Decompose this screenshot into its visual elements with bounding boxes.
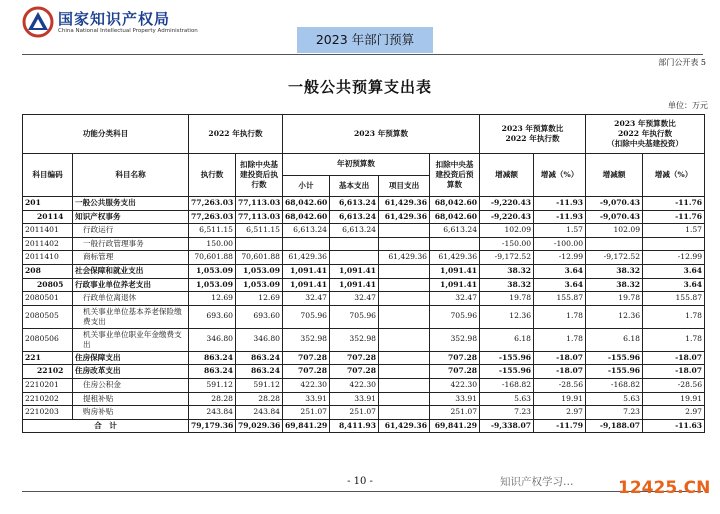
cell: -18.07 [643, 351, 705, 365]
header-compare: 2023 年预算数比 2022 年执行数 [480, 115, 586, 154]
cell: 3.64 [643, 278, 705, 292]
table-row [23, 351, 705, 365]
cell [379, 292, 430, 306]
cell: -155.96 [480, 351, 534, 365]
row-code: 2080501 [23, 292, 73, 306]
cell [379, 264, 430, 278]
row-name: 机关事业单位基本养老保险缴费支出 [73, 305, 189, 328]
row-name: 机关事业单位职业年金缴费支出 [73, 328, 189, 351]
cell: -9,220.43 [480, 197, 534, 211]
cell: 5.63 [480, 392, 534, 406]
cell: -155.96 [586, 351, 643, 365]
cell: 33.91 [330, 392, 379, 406]
cell: -155.96 [480, 365, 534, 379]
cell: 251.07 [430, 406, 480, 420]
cell: 3.64 [534, 264, 586, 278]
cell: -28.56 [534, 378, 586, 392]
cell: 1,053.09 [189, 264, 236, 278]
table-row [23, 251, 705, 265]
row-name: 行政运行 [73, 224, 189, 238]
cell: -155.96 [586, 365, 643, 379]
header-row-1 [23, 115, 705, 154]
total-label: 合 计 [23, 419, 189, 433]
cell: 1.78 [643, 328, 705, 351]
cell: 243.84 [236, 406, 283, 420]
cell: 705.96 [330, 305, 379, 328]
row-name: 行政单位离退休 [73, 292, 189, 306]
logo-text-cn: 国家知识产权局 [58, 10, 171, 28]
cell: 61,429.36 [379, 251, 430, 265]
cell: 352.98 [283, 328, 330, 351]
cell: 5.63 [586, 392, 643, 406]
cell: 69,841.29 [430, 419, 480, 433]
cell: -11.93 [534, 210, 586, 224]
cell: -18.07 [534, 351, 586, 365]
row-name: 一般行政管理事务 [73, 237, 189, 251]
cell: 68,042.60 [430, 210, 480, 224]
cell: 28.28 [189, 392, 236, 406]
cell: -11.63 [643, 419, 705, 433]
cell [379, 351, 430, 365]
table-row [23, 237, 705, 251]
cell: 346.80 [189, 328, 236, 351]
cell: 591.12 [236, 378, 283, 392]
row-code: 2011402 [23, 237, 73, 251]
cell: 1,091.41 [283, 278, 330, 292]
cell: 1.78 [534, 328, 586, 351]
row-code: 2011410 [23, 251, 73, 265]
cell: 863.24 [189, 365, 236, 379]
cell: 422.30 [330, 378, 379, 392]
row-code: 20805 [23, 278, 73, 292]
cell: 1.57 [643, 224, 705, 238]
cell: 346.80 [236, 328, 283, 351]
header-inc: 增减额 [480, 154, 534, 197]
cell: 1,053.09 [189, 278, 236, 292]
table-row [23, 365, 705, 379]
unit-label: 单位：万元 [668, 101, 708, 110]
cell: 591.12 [189, 378, 236, 392]
cell: 422.30 [283, 378, 330, 392]
cell [379, 392, 430, 406]
cell [236, 237, 283, 251]
cell: 1,053.09 [236, 278, 283, 292]
cell: 6,613.24 [283, 224, 330, 238]
row-code: 2210203 [23, 406, 73, 420]
row-code: 2210202 [23, 392, 73, 406]
cell: -12.99 [534, 251, 586, 265]
cell: 155.87 [643, 292, 705, 306]
header-inc2: 增减额 [586, 154, 643, 197]
cell: 1.57 [534, 224, 586, 238]
cell: -9,070.43 [586, 210, 643, 224]
cell: 77,263.03 [189, 210, 236, 224]
cell: -100.00 [534, 237, 586, 251]
cell [379, 365, 430, 379]
cell [379, 378, 430, 392]
cell: 6,511.15 [236, 224, 283, 238]
cell: 6,613.24 [330, 197, 379, 211]
cell: 707.28 [430, 351, 480, 365]
cell: 61,429.36 [379, 197, 430, 211]
cell: 77,113.03 [236, 210, 283, 224]
cell: 32.47 [430, 292, 480, 306]
cell: 150.00 [189, 237, 236, 251]
cell: 102.09 [480, 224, 534, 238]
row-name: 住房公积金 [73, 378, 189, 392]
row-name: 住房改革支出 [73, 365, 189, 379]
cell: 2.97 [643, 406, 705, 420]
cell: -168.82 [586, 378, 643, 392]
cell: 6,613.24 [430, 224, 480, 238]
cell: 6,613.24 [330, 224, 379, 238]
cell: -9,338.07 [480, 419, 534, 433]
header-exec: 执行数 [189, 154, 236, 197]
cell: 7.23 [480, 406, 534, 420]
cell: -9,172.52 [586, 251, 643, 265]
cell: 69,841.29 [283, 419, 330, 433]
row-code: 221 [23, 351, 73, 365]
cell: 705.96 [430, 305, 480, 328]
year-banner: 2023 年部门预算 [297, 27, 433, 53]
cell: 707.28 [330, 365, 379, 379]
cell: 707.28 [283, 351, 330, 365]
table-row [23, 278, 705, 292]
header-pct2: 增减（%） [643, 154, 705, 197]
cell [379, 406, 430, 420]
row-code: 2210201 [23, 378, 73, 392]
cell: 6.18 [586, 328, 643, 351]
cell: 38.32 [586, 264, 643, 278]
header-subtotal: 小计 [283, 175, 330, 197]
cell: 705.96 [283, 305, 330, 328]
cell [330, 251, 379, 265]
cell: 19.91 [643, 392, 705, 406]
cnipa-emblem-icon [22, 6, 56, 40]
cell: 1,091.41 [430, 264, 480, 278]
cell: 243.84 [189, 406, 236, 420]
cnipa-logo [22, 6, 212, 40]
cell: 1.78 [643, 305, 705, 328]
table-row [23, 224, 705, 238]
header-compare-ex: 2023 年预算数比 2022 年执行数 （扣除中央基建投资） [586, 115, 705, 154]
cell: 693.60 [189, 305, 236, 328]
cell: -150.00 [480, 237, 534, 251]
cell: 19.78 [586, 292, 643, 306]
header-divider [22, 54, 703, 55]
row-code: 201 [23, 197, 73, 211]
cell: -28.56 [643, 378, 705, 392]
cell: 8,411.93 [330, 419, 379, 433]
header-code: 科目编码 [23, 154, 73, 197]
header-basic: 基本支出 [330, 175, 379, 197]
row-code: 20114 [23, 210, 73, 224]
cell: 61,429.36 [379, 210, 430, 224]
row-code: 2080505 [23, 305, 73, 328]
cell: -168.82 [480, 378, 534, 392]
row-name: 购房补贴 [73, 406, 189, 420]
table-row [23, 378, 705, 392]
cell: 1,091.41 [283, 264, 330, 278]
cell [379, 224, 430, 238]
header-budget-ex: 扣除中央基建投资后预算数 [430, 154, 480, 197]
cell: 38.32 [480, 278, 534, 292]
cell: 38.32 [480, 264, 534, 278]
cell: 1,053.09 [236, 264, 283, 278]
cell: 6,613.24 [330, 210, 379, 224]
header-budget2023: 2023 年预算数 [283, 115, 480, 154]
header-exec-ex: 扣除中央基建投资后执行数 [236, 154, 283, 197]
table-row [23, 305, 705, 328]
cell [643, 237, 705, 251]
cell: 33.91 [430, 392, 480, 406]
cell: 1,091.41 [430, 278, 480, 292]
cell: 32.47 [330, 292, 379, 306]
cell: -12.99 [643, 251, 705, 265]
cell: 7.23 [586, 406, 643, 420]
cell: 251.07 [283, 406, 330, 420]
cell: 61,429.36 [379, 419, 430, 433]
cell [379, 278, 430, 292]
cell: 422.30 [430, 378, 480, 392]
cell: 77,263.03 [189, 197, 236, 211]
table-row [23, 292, 705, 306]
cell: -18.07 [534, 365, 586, 379]
row-name: 住房保障支出 [73, 351, 189, 365]
header-pct: 增减（%） [534, 154, 586, 197]
logo-text-en: China National Intellectual Property Administration [58, 28, 198, 34]
cell: 1,091.41 [330, 278, 379, 292]
cell: -9,172.52 [480, 251, 534, 265]
cell: 863.24 [236, 365, 283, 379]
cell: 12.36 [586, 305, 643, 328]
cell [330, 237, 379, 251]
cell: 38.32 [586, 278, 643, 292]
row-name: 一般公共服务支出 [73, 197, 189, 211]
cell: 79,029.36 [236, 419, 283, 433]
cell: 6.18 [480, 328, 534, 351]
cell [430, 237, 480, 251]
cell: 68,042.60 [430, 197, 480, 211]
cell: 352.98 [330, 328, 379, 351]
cell [379, 237, 430, 251]
cell [379, 328, 430, 351]
cell: 2.97 [534, 406, 586, 420]
cell: 61,429.36 [430, 251, 480, 265]
cell: 693.60 [236, 305, 283, 328]
row-code: 208 [23, 264, 73, 278]
cell: 12.69 [236, 292, 283, 306]
cell: 70,601.88 [236, 251, 283, 265]
table-row [23, 197, 705, 211]
cell [586, 237, 643, 251]
cell: 6,511.15 [189, 224, 236, 238]
page-title: 一般公共预算支出表 [287, 78, 432, 96]
cell: 12.69 [189, 292, 236, 306]
cell: 102.09 [586, 224, 643, 238]
cell: 19.91 [534, 392, 586, 406]
cell: -11.76 [643, 210, 705, 224]
budget-table [22, 114, 705, 433]
table-row [23, 406, 705, 420]
footer-divider [22, 491, 703, 492]
cell: 707.28 [283, 365, 330, 379]
cell [379, 305, 430, 328]
total-row [23, 419, 705, 433]
cell: 352.98 [430, 328, 480, 351]
row-name: 提租补贴 [73, 392, 189, 406]
header-annual: 年初预算数 [283, 154, 430, 176]
header-exec2022: 2022 年执行数 [189, 115, 283, 154]
row-name: 社会保障和就业支出 [73, 264, 189, 278]
cell: -9,070.43 [586, 197, 643, 211]
cell: 155.87 [534, 292, 586, 306]
public-table-number: 部门公开表 5 [658, 58, 706, 67]
cell: 19.78 [480, 292, 534, 306]
row-code: 22102 [23, 365, 73, 379]
cell: 68,042.60 [283, 197, 330, 211]
cell: 863.24 [189, 351, 236, 365]
table-row [23, 264, 705, 278]
cell: 707.28 [430, 365, 480, 379]
cell: 68,042.60 [283, 210, 330, 224]
row-name: 知识产权事务 [73, 210, 189, 224]
cell: 12.36 [480, 305, 534, 328]
cell: 33.91 [283, 392, 330, 406]
row-code: 2011401 [23, 224, 73, 238]
cell: 3.64 [643, 264, 705, 278]
cell: -11.93 [534, 197, 586, 211]
header-project: 项目支出 [379, 175, 430, 197]
wechat-caption: 知识产权学习… [500, 476, 574, 488]
cell: 61,429.36 [283, 251, 330, 265]
cell: 707.28 [330, 351, 379, 365]
cell: -11.76 [643, 197, 705, 211]
cell: 77,113.03 [236, 197, 283, 211]
site-watermark: 12425.CN [618, 478, 711, 498]
row-code: 2080506 [23, 328, 73, 351]
header-name: 科目名称 [73, 154, 189, 197]
cell: 251.07 [330, 406, 379, 420]
cell: 32.47 [283, 292, 330, 306]
cell [283, 237, 330, 251]
table-row [23, 328, 705, 351]
table-row [23, 210, 705, 224]
row-name: 行政事业单位养老支出 [73, 278, 189, 292]
cell: 70,601.88 [189, 251, 236, 265]
cell: 1,091.41 [330, 264, 379, 278]
header-func: 功能分类科目 [23, 115, 189, 154]
cell: -18.07 [643, 365, 705, 379]
cell: 863.24 [236, 351, 283, 365]
cell: 28.28 [236, 392, 283, 406]
page-number: - 10 - [347, 476, 373, 487]
cell: 1.78 [534, 305, 586, 328]
cell: -9,188.07 [586, 419, 643, 433]
table-row [23, 392, 705, 406]
row-name: 商标管理 [73, 251, 189, 265]
header-row-2 [23, 154, 705, 176]
cell: -9,220.43 [480, 210, 534, 224]
cell: 3.64 [534, 278, 586, 292]
cell: -11.79 [534, 419, 586, 433]
cell: 79,179.36 [189, 419, 236, 433]
